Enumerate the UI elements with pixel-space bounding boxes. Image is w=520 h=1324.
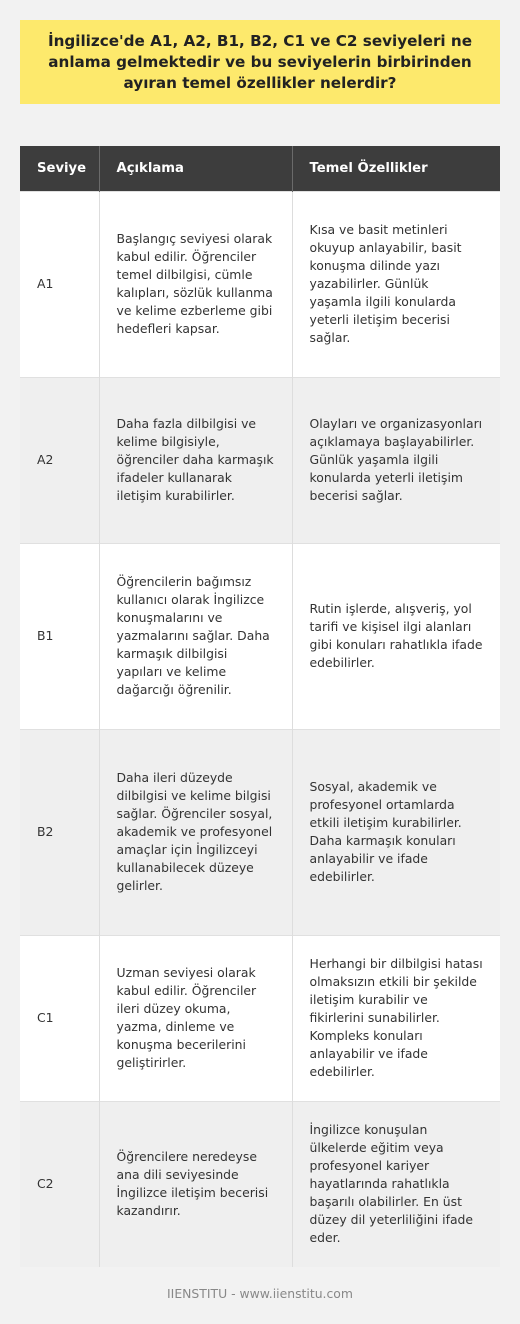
- table-row: [20, 935, 500, 1101]
- header-description: Açıklama: [99, 146, 292, 191]
- table-row: [20, 1101, 500, 1267]
- cell-features: İngilizce konuşulan ülkelerde eğitim veya profesyonel kariyer hayatlarında rahatlıkla başarılı olabilirler. En üst düzey dil yeterliliğini ifade eder.: [292, 1101, 500, 1267]
- cell-description: Daha ileri düzeyde dilbilgisi ve kelime bilgisi sağlar. Öğrenciler sosyal, akademik ve profesyonel amaçlar için İngilizceyi kullanabilecek düzeye gelirler.: [99, 729, 292, 935]
- cell-features: Rutin işlerde, alışveriş, yol tarifi ve kişisel ilgi alanları gibi konuları rahatlıkla ifade edebilirler.: [292, 543, 500, 729]
- footer-credit: IIENSTITU - www.iienstitu.com: [167, 1286, 353, 1301]
- table-row: [20, 377, 500, 543]
- cell-level: A1: [20, 191, 99, 377]
- cell-description: Öğrencilerin bağımsız kullanıcı olarak İngilizce konuşmalarını ve yazmalarını sağlar. Daha karmaşık dilbilgisi yapıları ve kelime dağarcığı öğrenilir.: [99, 543, 292, 729]
- cell-features: Olayları ve organizasyonları açıklamaya başlayabilirler. Günlük yaşamla ilgili konularda yeterli iletişim becerisi sağlar.: [292, 377, 500, 543]
- cell-description: Öğrencilere neredeyse ana dili seviyesinde İngilizce iletişim becerisi kazandırır.: [99, 1101, 292, 1267]
- cell-level: C2: [20, 1101, 99, 1267]
- header-level: Seviye: [20, 146, 99, 191]
- table-row: [20, 729, 500, 935]
- page-title: İngilizce'de A1, A2, B1, B2, C1 ve C2 seviyeleri ne anlama gelmektedir ve bu seviyelerin birbirinden ayıran temel özellikler nelerdir?: [47, 31, 473, 92]
- cell-description: Uzman seviyesi olarak kabul edilir. Öğrenciler ileri düzey okuma, yazma, dinleme ve konuşma becerilerini geliştirirler.: [99, 935, 292, 1101]
- cell-features: Kısa ve basit metinleri okuyup anlayabilir, basit konuşma dilinde yazı yazabilirler. Günlük yaşamla ilgili konularda yeterli iletişim becerisi sağlar.: [292, 191, 500, 377]
- cell-level: B2: [20, 729, 99, 935]
- cell-level: B1: [20, 543, 99, 729]
- table-row: [20, 191, 500, 377]
- table-row: [20, 543, 500, 729]
- cell-features: Herhangi bir dilbilgisi hatası olmaksızın etkili bir şekilde iletişim kurabilir ve fikirlerini sunabilirler. Kompleks konuları anlayabilir ve ifade edebilirler.: [292, 935, 500, 1101]
- cell-features: Sosyal, akademik ve profesyonel ortamlarda etkili iletişim kurabilirler. Daha karmaşık konuları anlayabilir ve ifade edebilirler.: [292, 729, 500, 935]
- cell-level: A2: [20, 377, 99, 543]
- levels-table: [20, 146, 500, 1267]
- cell-description: Başlangıç seviyesi olarak kabul edilir. Öğrenciler temel dilbilgisi, cümle kalıpları, sözlük kullanma ve kelime ezberleme gibi hedefleri kapsar.: [99, 191, 292, 377]
- cell-description: Daha fazla dilbilgisi ve kelime bilgisiyle, öğrenciler daha karmaşık ifadeler kullanarak iletişim kurabilirler.: [99, 377, 292, 543]
- table-header-row: [20, 146, 500, 191]
- title-banner: [20, 20, 500, 104]
- header-features: Temel Özellikler: [292, 146, 500, 191]
- cell-level: C1: [20, 935, 99, 1101]
